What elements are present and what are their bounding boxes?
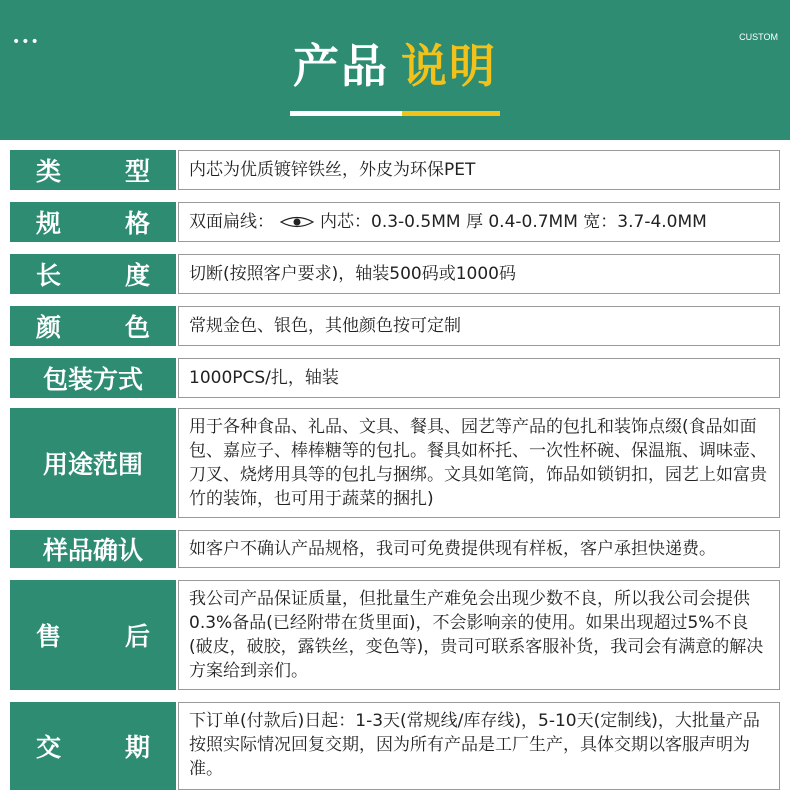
flat-wire-cross-section-icon	[280, 215, 314, 229]
value-prefix: 双面扁线：	[189, 212, 274, 232]
spec-row-delivery	[10, 702, 780, 790]
label-char: 期	[124, 733, 150, 762]
label-char: 类	[36, 157, 62, 186]
row-label	[10, 202, 176, 242]
row-value	[178, 202, 780, 242]
value-text: 内芯：0.3-0.5MM 厚 0.4-0.7MM 宽：3.7-4.0MM	[320, 212, 707, 232]
more-dots-icon: •••	[12, 34, 40, 50]
label-char: 售	[36, 622, 62, 651]
row-label: 用途范围	[10, 408, 176, 518]
row-value: 我公司产品保证质量，但批量生产难免会出现少数不良，所以我公司会提供0.3%备品(已经附带在货里面)，不会影响亲的使用。如果出现超过5%不良(破皮，破胶，露铁丝，变色等)，贵司可联系客服补货，我司会有满意的解决方案给到亲们。	[178, 580, 780, 690]
label-char: 颜	[36, 313, 62, 342]
row-label	[10, 150, 176, 190]
row-value: 用于各种食品、礼品、文具、餐具、园艺等产品的包扎和装饰点缀(食品如面包、嘉应子、棒棒糖等的包扎。餐具如杯托、一次性杯碗、保温瓶、调味壶、刀叉、烧烤用具等的包扎与捆绑。文具如笔筒，饰品如锁钥扣，园艺上如富贵竹的装饰，也可用于蔬菜的捆扎)	[178, 408, 780, 518]
label-char: 交	[36, 733, 62, 762]
title-part-description: 说明	[401, 39, 497, 93]
row-value: 内芯为优质镀锌铁丝，外皮为环保PET	[178, 150, 780, 190]
row-value: 1000PCS/扎，轴装	[178, 358, 780, 398]
label-char: 度	[124, 261, 150, 290]
label-char: 色	[124, 313, 150, 342]
row-value: 常规金色、银色，其他颜色按可定制	[178, 306, 780, 346]
row-label	[10, 580, 176, 690]
label-char: 长	[36, 261, 62, 290]
label-char: 型	[124, 157, 150, 186]
spec-row-usage	[10, 408, 780, 518]
custom-tag: CUSTOM	[739, 32, 778, 42]
row-label: 包装方式	[10, 358, 176, 398]
row-label	[10, 306, 176, 346]
label-char: 格	[124, 209, 150, 238]
spec-row-aftersales	[10, 580, 780, 690]
title-underline	[290, 111, 500, 116]
title-part-product: 产品	[293, 39, 389, 93]
spec-row-sample	[10, 530, 780, 568]
spec-row-packaging	[10, 358, 780, 398]
spec-row-type	[10, 150, 780, 190]
row-value: 下订单(付款后)日起：1-3天(常规线/库存线)，5-10天(定制线)，大批量产品按照实际情况回复交期，因为所有产品是工厂生产，具体交期以客服声明为准。	[178, 702, 780, 790]
row-label	[10, 702, 176, 790]
label-char: 后	[124, 622, 150, 651]
row-label: 样品确认	[10, 530, 176, 568]
row-label	[10, 254, 176, 294]
page-title	[0, 30, 790, 96]
row-value: 切断(按照客户要求)，轴装500码或1000码	[178, 254, 780, 294]
spec-row-length	[10, 254, 780, 294]
row-value: 如客户不确认产品规格，我司可免费提供现有样板，客户承担快递费。	[178, 530, 780, 568]
spec-row-spec	[10, 202, 780, 242]
spec-row-color	[10, 306, 780, 346]
header-banner	[0, 0, 790, 140]
title-underline-accent	[402, 111, 500, 116]
label-char: 规	[36, 209, 62, 238]
